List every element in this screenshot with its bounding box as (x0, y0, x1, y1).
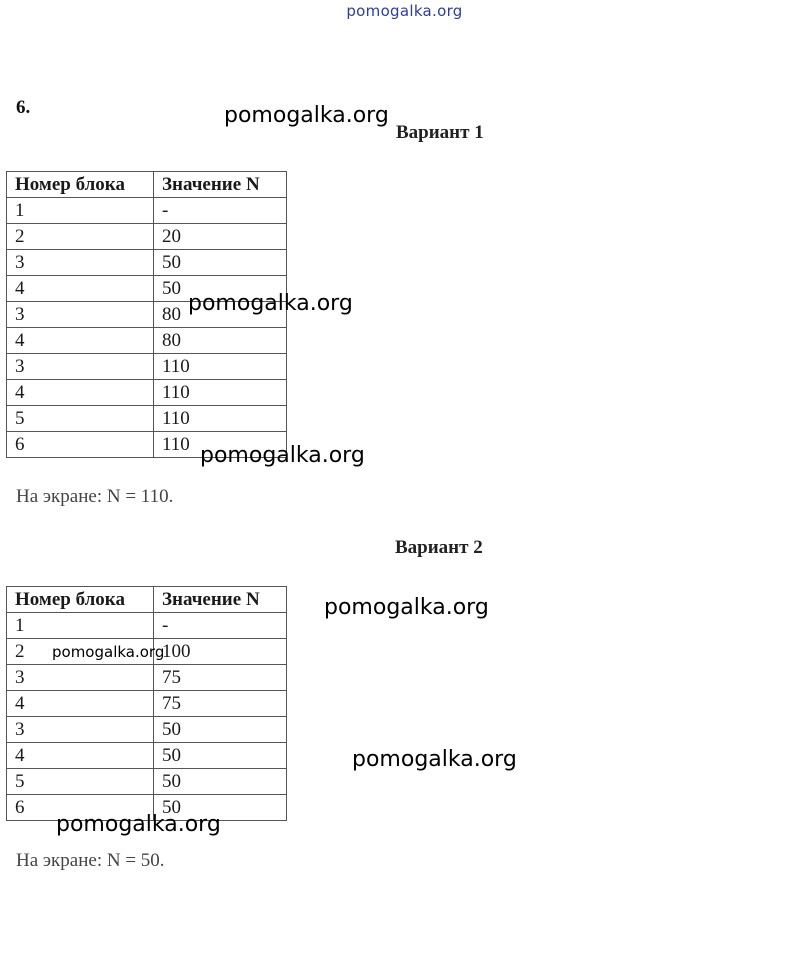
block-number-cell: 3 (7, 717, 154, 743)
block-number-cell: 2 (7, 224, 154, 250)
watermark-text: pomogalka.org (200, 443, 365, 468)
block-number-cell: 6 (7, 432, 154, 458)
watermark-text: pomogalka.org (352, 747, 517, 772)
table-row (7, 613, 287, 639)
block-number-cell: 1 (7, 198, 154, 224)
table-row (7, 198, 287, 224)
block-number-cell: 3 (7, 354, 154, 380)
block-number-cell: 5 (7, 406, 154, 432)
watermark-text: pomogalka.org (56, 812, 221, 837)
block-number-cell: 1 (7, 613, 154, 639)
value-n-cell: 80 (154, 328, 287, 354)
value-n-cell: 50 (154, 717, 287, 743)
table-row (7, 769, 287, 795)
table-row (7, 665, 287, 691)
site-logo[interactable]: pomogalka.org (346, 2, 463, 20)
value-n-cell: 50 (154, 250, 287, 276)
variant-2-result: На экране: N = 50. (16, 850, 165, 871)
value-n-cell: 110 (154, 380, 287, 406)
block-number-cell: 3 (7, 665, 154, 691)
variant-1-title: Вариант 1 (396, 122, 484, 143)
table-row (7, 250, 287, 276)
value-n-cell: 50 (154, 276, 287, 302)
task-number: 6. (16, 97, 31, 118)
column-header-value-n: Значение N (154, 587, 287, 613)
table-row (7, 691, 287, 717)
value-n-cell: 100 (154, 639, 287, 665)
variant-2-title: Вариант 2 (395, 537, 483, 558)
table-row (7, 743, 287, 769)
variant-1-result: На экране: N = 110. (16, 486, 174, 507)
watermark-text: pomogalka.org (188, 291, 353, 316)
table-row (7, 328, 287, 354)
table-header-row (7, 172, 287, 198)
watermark-text: pomogalka.org (324, 595, 489, 620)
block-number-cell: 4 (7, 328, 154, 354)
watermark-text: pomogalka.org (52, 643, 165, 661)
block-number-cell: 4 (7, 380, 154, 406)
value-n-cell: 110 (154, 354, 287, 380)
value-n-cell: 110 (154, 432, 287, 458)
table-row (7, 224, 287, 250)
value-n-cell: 50 (154, 795, 287, 821)
block-number-cell: 3 (7, 250, 154, 276)
column-header-block-number: Номер блока (7, 172, 154, 198)
table-row (7, 406, 287, 432)
block-number-cell: 3 (7, 302, 154, 328)
value-n-cell: 50 (154, 769, 287, 795)
value-n-cell: 80 (154, 302, 287, 328)
table-row (7, 380, 287, 406)
column-header-value-n: Значение N (154, 172, 287, 198)
block-number-cell: 4 (7, 276, 154, 302)
value-n-cell: 110 (154, 406, 287, 432)
column-header-block-number: Номер блока (7, 587, 154, 613)
block-number-cell: 4 (7, 691, 154, 717)
block-number-cell: 2 (7, 639, 154, 665)
value-n-cell: - (154, 613, 287, 639)
value-n-cell: 75 (154, 691, 287, 717)
table-row (7, 717, 287, 743)
table-header-row (7, 587, 287, 613)
variant-2-table (6, 586, 287, 821)
value-n-cell: 50 (154, 743, 287, 769)
watermark-text: pomogalka.org (224, 103, 389, 128)
value-n-cell: 20 (154, 224, 287, 250)
block-number-cell: 6 (7, 795, 154, 821)
block-number-cell: 4 (7, 743, 154, 769)
value-n-cell: - (154, 198, 287, 224)
block-number-cell: 5 (7, 769, 154, 795)
table-row (7, 354, 287, 380)
value-n-cell: 75 (154, 665, 287, 691)
